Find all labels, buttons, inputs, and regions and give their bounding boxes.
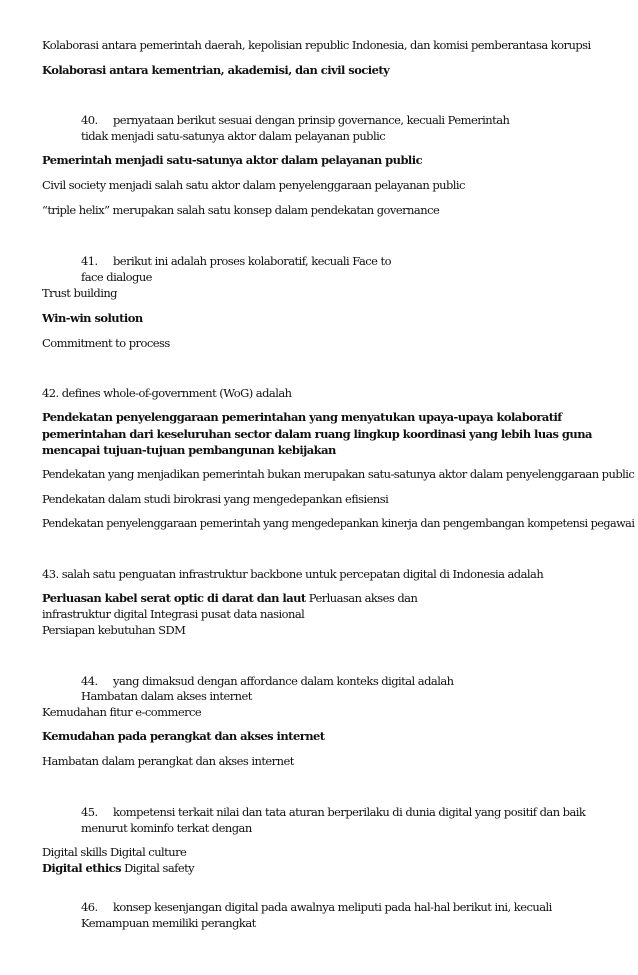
question-41 [81,254,391,269]
question-text: berikut ini adalah proses kolaboratif, kecuali Face to [113,254,391,268]
answer-option-correct-cont: pemerintahan dari keseluruhan sector dalam ruang lingkup koordinasi yang lebih luas guna [42,427,592,441]
question-text-cont: face dialogue [81,270,152,284]
question-text-cont: menurut kominfo terkat dengan [81,821,252,835]
question-text: konsep kesenjangan digital pada awalnya meliputi pada hal-hal berikut ini, kecuali [113,900,552,914]
question-45 [81,805,585,820]
answer-option: Perluasan akses dan [305,591,418,605]
question-text-cont: tidak menjadi satu-satunya aktor dalam pelayanan public [81,129,386,143]
answer-option: infrastruktur digital Integrasi pusat data nasional [42,607,305,621]
answer-option: Hambatan dalam akses internet [81,689,252,703]
answer-option: Trust building [42,286,117,300]
answer-option: “triple helix” merupakan salah satu konsep dalam pendekatan governance [42,203,440,217]
question-text: yang dimaksud dengan affordance dalam konteks digital adalah [113,674,454,688]
answer-option-correct: Kolaborasi antara kementrian, akademisi, dan civil society [42,63,390,77]
question-42: 42. defines whole-of-government (WoG) adalah [42,386,292,400]
question-text: pernyataan berikut sesuai dengan prinsip governance, kecuali Pemerintah [113,113,510,127]
answer-option-correct: Pemerintah menjadi satu-satunya aktor dalam pelayanan public [42,153,423,167]
answer-option: Persiapan kebutuhan SDM [42,623,186,637]
answer-option-correct-cont: mencapai tujuan-tujuan pembangunan kebijakan [42,443,336,457]
answer-option: Kolaborasi antara pemerintah daerah, kepolisian republic Indonesia, dan komisi pemberantasa korupsi [42,38,591,52]
answer-option: Kemudahan fitur e-commerce [42,705,202,719]
question-46 [81,900,552,915]
answer-line [42,861,194,876]
answer-option: Digital safety [121,861,195,875]
question-44 [81,674,454,689]
question-text: kompetensi terkait nilai dan tata aturan berperilaku di dunia digital yang positif dan baik [113,805,586,819]
answer-option-correct: Kemudahan pada perangkat dan akses internet [42,729,325,743]
question-40 [81,113,509,128]
answer-line [42,591,417,606]
answer-option: Digital skills Digital culture [42,845,187,859]
answer-option: Hambatan dalam perangkat dan akses internet [42,754,294,768]
question-number: 41. [81,254,98,268]
answer-option-correct: Win-win solution [42,311,143,325]
answer-option: Pendekatan dalam studi birokrasi yang mengedepankan efisiensi [42,492,389,506]
answer-option: Commitment to process [42,336,170,350]
answer-option-correct: Digital ethics [42,861,122,875]
question-number: 40. [81,113,98,127]
answer-option: Kemampuan memiliki perangkat [81,916,256,930]
answer-option-correct: Pendekatan penyelenggaraan pemerintahan yang menyatukan upaya-upaya kolaboratif [42,410,562,424]
answer-option: Pendekatan yang menjadikan pemerintah bukan merupakan satu-satunya aktor dalam penyelenggaraan public [42,467,635,481]
answer-option: Pendekatan penyelenggaraan pemerintah yang mengedepankan kinerja dan pengembangan kompetensi pegawai [42,516,635,530]
answer-option: Civil society menjadi salah satu aktor dalam penyelenggaraan pelayanan public [42,178,465,192]
question-number: 44. [81,674,98,688]
question-number: 46. [81,900,98,914]
question-number: 45. [81,805,98,819]
question-43: 43. salah satu penguatan infrastruktur backbone untuk percepatan digital di Indonesia adalah [42,567,544,581]
answer-option-correct: Perluasan kabel serat optic di darat dan laut [42,591,306,605]
